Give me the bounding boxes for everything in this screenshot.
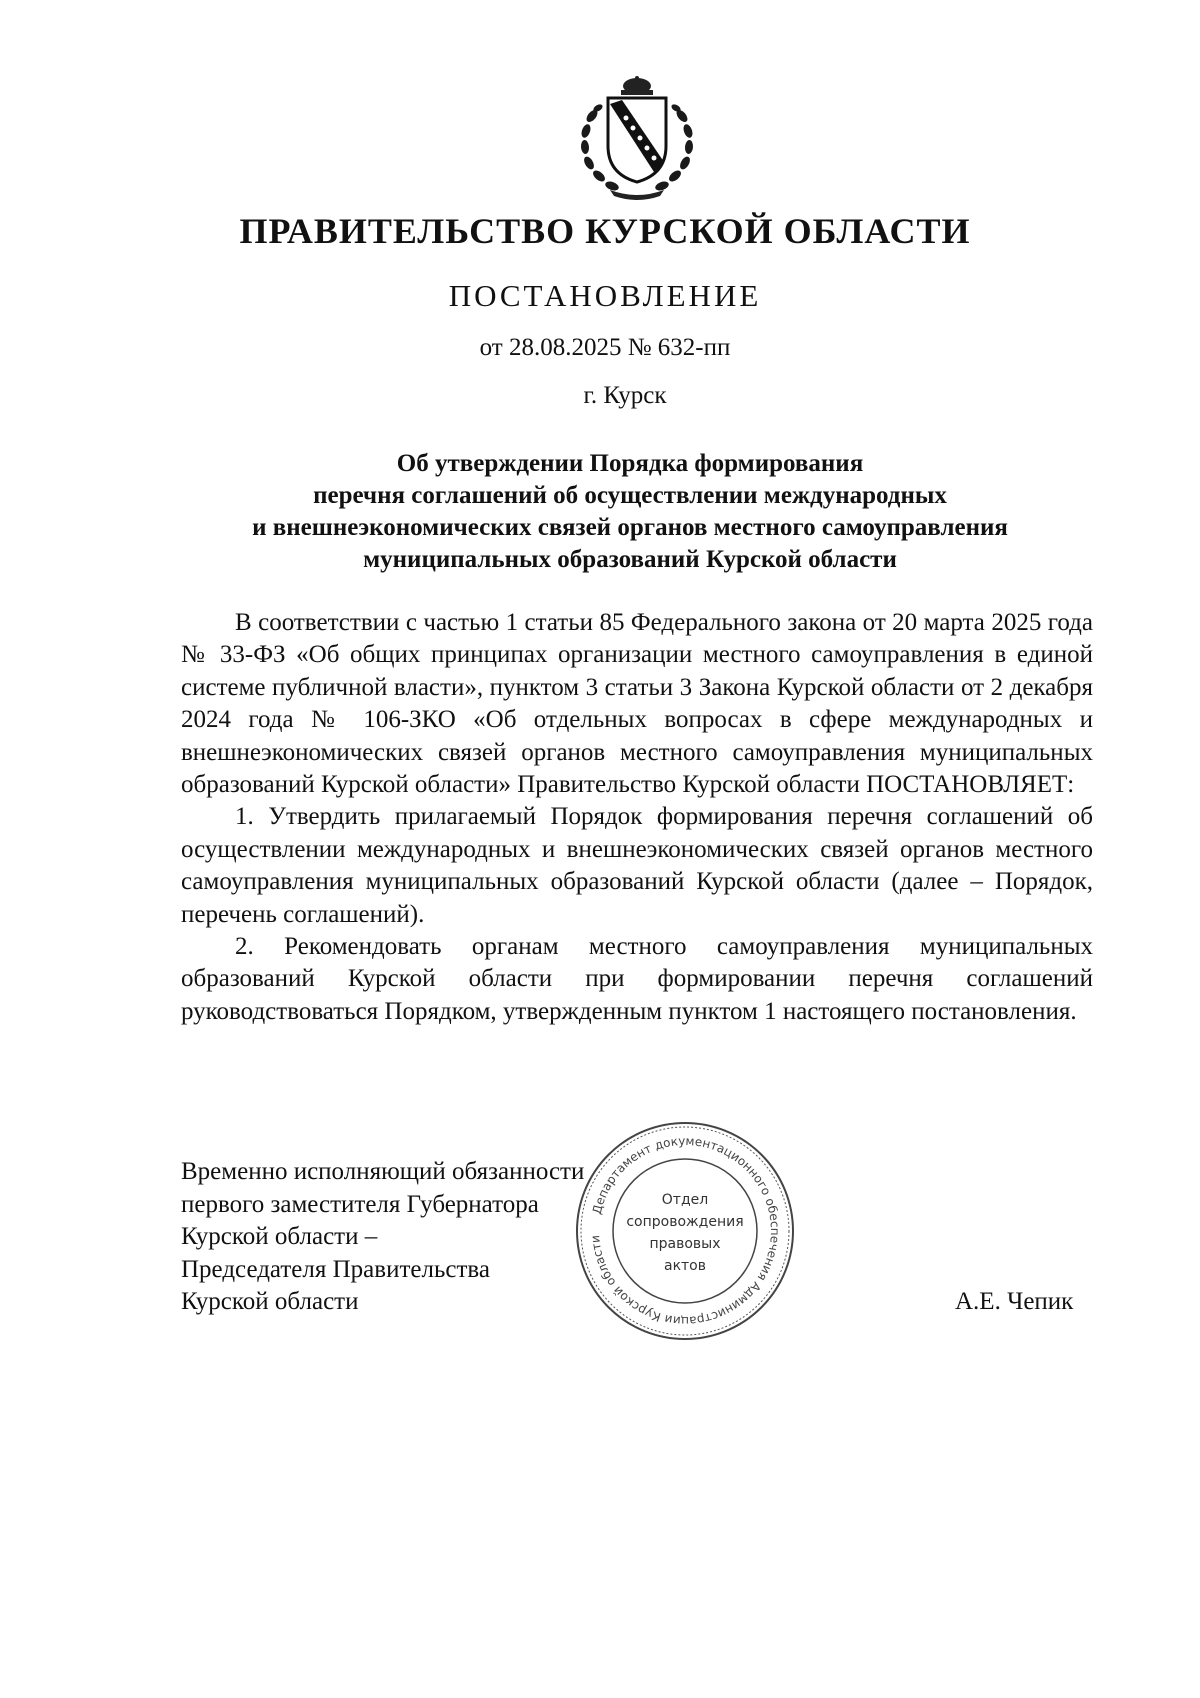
- stamp-center-line: актов: [663, 1258, 706, 1274]
- document-title: [170, 448, 1090, 576]
- stamp-center-line: Отдел: [661, 1192, 709, 1208]
- official-stamp: [572, 1118, 798, 1344]
- body-paragraph-item-1: 1. Утвердить прилагаемый Порядок формирования перечня соглашений об осуществлении международных и внешнеэкономических связей органов местного самоуправления муниципальных образований Курской области (далее – Порядок, перечень соглашений).: [181, 803, 1093, 928]
- stamp-center-line: сопровождения: [626, 1214, 744, 1230]
- signatory-position-line: Курской области –: [181, 1223, 378, 1250]
- document-number-date: от 28.08.2025 № 632-пп: [479, 334, 731, 361]
- body-paragraph-preamble: В соответствии с частью 1 статьи 85 Федерального закона от 20 марта 2025 года № 33-ФЗ «Об общих принципах организации местного самоуправления в единой системе публичной власти», пунктом 3 статьи 3 Закона Курской области от 2 декабря 2024 года № 106-ЗКО «Об отдельных вопросах в сфере международных и внешнеэкономических связей органов местного самоуправления муниципальных образований Курской области» Правительство Курской области ПОСТАНОВЛЯЕТ:: [181, 609, 1093, 799]
- body-paragraph-item-2: 2. Рекомендовать органам местного самоуправления муниципальных образований Курской области при формировании перечня соглашений руководствоваться Порядком, утвержденным пунктом 1 настоящего постановления.: [181, 933, 1093, 1025]
- title-line: перечня соглашений об осуществлении международных: [313, 482, 947, 509]
- title-line: Об утверждении Порядка формирования: [396, 450, 864, 477]
- document-type: ПОСТАНОВЛЕНИЕ: [448, 278, 762, 313]
- document-city: г. Курск: [583, 382, 667, 409]
- government-name: ПРАВИТЕЛЬСТВО КУРСКОЙ ОБЛАСТИ: [239, 211, 971, 251]
- signatory-position-line: Председателя Правительства: [181, 1255, 490, 1283]
- title-line: муниципальных образований Курской области: [363, 546, 897, 573]
- stamp-ring-text: Департамент документационного обеспечения Администрации Курской области: [588, 1133, 783, 1329]
- signatory-position: [181, 1156, 584, 1319]
- title-line: и внешнеэкономических связей органов местного самоуправления: [252, 514, 1008, 541]
- signatory-name: А.Е. Чепик: [955, 1288, 1074, 1315]
- signatory-position-line: Курской области: [181, 1288, 359, 1315]
- stamp-center-text: [572, 1118, 798, 1344]
- coat-of-arms-emblem: [572, 76, 702, 200]
- signatory-position-line: первого заместителя Губернатора: [181, 1190, 539, 1218]
- document-body: [181, 607, 1093, 1028]
- stamp-center-line: правовых: [649, 1236, 721, 1252]
- signatory-position-line: Временно исполняющий обязанности: [181, 1158, 585, 1185]
